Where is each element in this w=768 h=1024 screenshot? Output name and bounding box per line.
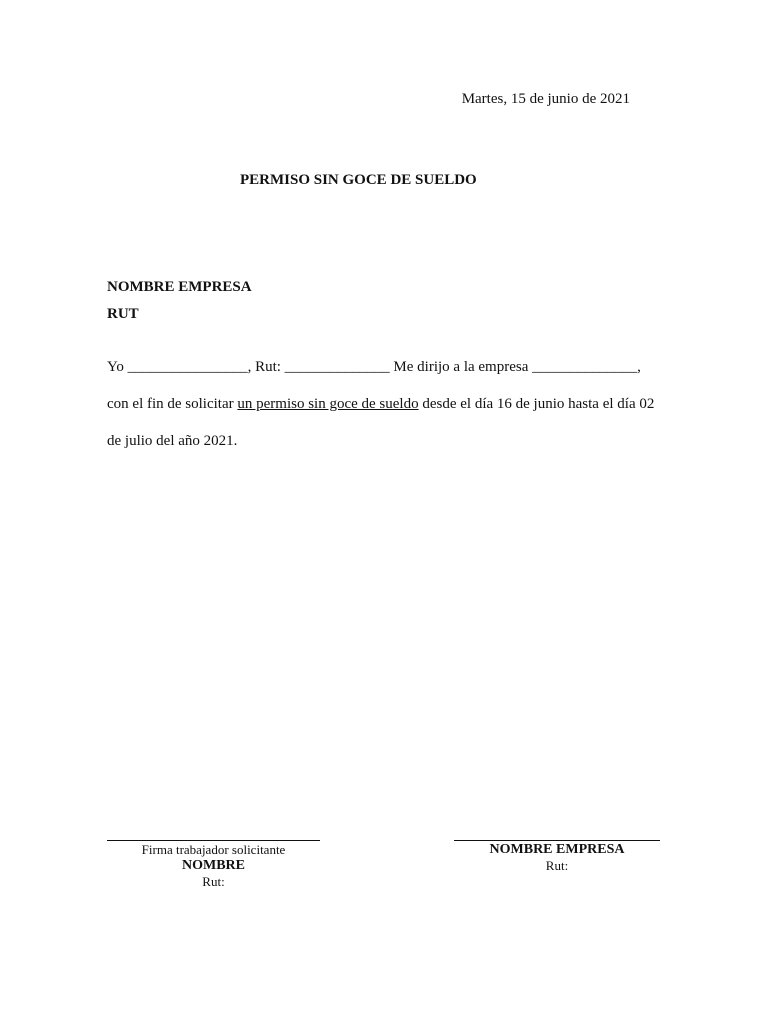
body-line-2-start: con el fin de solicitar [107,396,238,412]
body-line-2 [107,396,654,413]
company-signature-name: NOMBRE EMPRESA [489,842,625,857]
body-line-2-end: desde el día 16 de junio hasta el día 02 [418,396,655,412]
worker-signature-block [107,842,320,890]
underlined-phrase: un permiso sin goce de sueldo [237,396,419,412]
worker-signature-caption: Firma trabajador solicitante [141,842,286,857]
worker-name: NOMBRE [182,858,245,873]
company-signature-line [454,840,660,841]
company-rut: Rut: [545,858,569,873]
company-heading: NOMBRE EMPRESA [107,279,252,295]
company-signature-block [454,842,660,874]
rut-heading: RUT [107,306,139,322]
body-line-1: Yo ________________, Rut: ______________ Me dirijo a la empresa ______________, [107,359,641,375]
letter-date: Martes, 15 de junio de 2021 [461,91,630,107]
worker-rut: Rut: [202,874,225,889]
body-line-3: de julio del año 2021. [107,433,238,449]
document-title: PERMISO SIN GOCE DE SUELDO [240,172,477,188]
worker-signature-line [107,840,320,841]
